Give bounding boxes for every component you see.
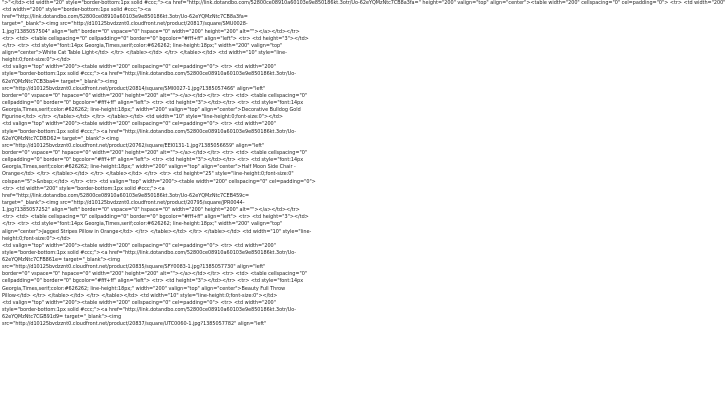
source-line: src="http://d10125bvdzznt0.cloudfront.net/product/20835/square/SFY0083-1.jpg?1385057730" align="left"	[2, 264, 266, 271]
source-line: src="http://d10125bvdzznt0.cloudfront.net/product/20762/square/EEI0131-1.jpg?1385056659" align="left"	[2, 142, 265, 149]
source-line: target="_blank"><img src="http://d10125bvdzznt0.cloudfront.net/product/20795/square/JPR0044-	[2, 199, 245, 206]
source-line: href="http://link.dotandbo.com/52800ce08910a60103e9e850186kt.3otr/Uo-62eYQMzNtc7CEB459c=	[2, 192, 250, 199]
source-line: ">"</td><td width="20" style="border-bottom:1px solid #ccc;"><a href="http://link.dotandbo.com/52800ce08910a60103e9e850186kt.3otr/Uo-62eYQMzNtc7CB8a3fa=" height="200" valign="top" align="center"><table width="200" cellspacing="0" cel=padding="0"> <tr> <td width="200"	[2, 0, 725, 6]
source-line: <td valign="top" width="200"><table width="200" cellspacing="0" cel=padding="0"> <tr> <td width="200"	[2, 121, 276, 128]
source-line: </tr> <tr> <td style="font:14px Georgia,Times,serif;color:#626262; line-height:18px;" width="200" valign="top"	[2, 221, 283, 228]
source-line: <tr> <td> <table cellspacing="0" cellpadding="0" border="0" bgcolor="#fff+ff" align="left"> <tr> <td height="3"></td>	[2, 35, 309, 42]
source-line: height:0;font-size:0"></td>	[2, 57, 71, 64]
source-line: Orange</td> </tr> </table></td> </tr> </table></td> </tr> <tr> <td height="25" style="line-height:0;font-size:0"	[2, 171, 294, 178]
source-line: align="center">Jagged Stripes Pillow in Orange</td> </tr> </table></td> </tr> </table></td> <td width="10" style="line-	[2, 228, 312, 235]
source-line: href="http://link.dotandbo.com/52800ce08910a60103e9e850186kt.3otr/Uo-62eYQMzNtc7CB8a3fa=	[2, 14, 248, 21]
source-line: Pillow</td> </tr> </table></td> </tr> </table></td> <td width="10" style="line-height:0;font-size:0"></td>	[2, 292, 278, 299]
source-line: 62eYQMzNtc7CGB91d9= target="_blank"><img	[2, 314, 122, 321]
source-line: 62eYQMzNtc7CDBD62= target="_blank"><img	[2, 135, 119, 142]
source-line: cellpadding="0" border="0" bgcolor="#fff+ff" align="left"> <tr> <td height="3"></td></tr> <tr> <td style="font:14px	[2, 278, 304, 285]
source-line: <tr> <td> <table cellspacing="0" cellpadding="0" border="0" bgcolor="#fff+ff" align="left"> <tr> <td height="3"></td>	[2, 214, 309, 221]
source-line: height:0;font-size:0"></td>	[2, 235, 71, 242]
source-line: src="http://d10125bvdzznt0.cloudfront.net/product/20837/square/UTC0060-1.jpg?1385057782" align="left"	[2, 321, 267, 328]
source-line: border="0" vspace="0" hspace="0" width="200" height="200" alt=""></a></td></tr> <tr> <td> <table cellspacing="0"	[2, 149, 308, 156]
source-line: border="0" vspace="0" hspace="0" width="200" height="200" alt=""></a></td></tr> <tr> <td> <table cellspacing="0"	[2, 92, 308, 99]
source-line: <td width="200" style="border-bottom:1px solid #ccc;"><a	[2, 7, 151, 14]
source-line: border="0" vspace="0" hspace="0" width="200" height="200" alt=""></a></td></tr> <tr> <td> <table cellspacing="0"	[2, 271, 308, 278]
source-line: cellpadding="0" border="0" bgcolor="#fff+ff" align="left"> <tr> <td height="3"></td></tr> <tr> <td style="font:14px	[2, 157, 304, 164]
source-line: <td valign="top" width="200"><table width="200" cellspacing="0" cel=padding="0"> <tr> <td width="200"	[2, 64, 276, 71]
source-line: Figurine</td> </tr> </table></td> </tr> </table></td> <td width="10" style="line-height:0;font-size:0"></td>	[2, 114, 283, 121]
source-line: align="center">White Cat Table Light</td> </tr> </table></td> </tr> </table></td> <td width="10" style="line-	[2, 49, 287, 56]
source-line: 62eYQMzNtc7CFB861e= target="_blank"><img	[2, 257, 121, 264]
source-line: style="border-bottom:1px solid #ccc;"><a href="http://link.dotandbo.com/52800ce08910a60103e9e850186kt.3otr/Uo-	[2, 249, 297, 256]
source-line: </tr> <tr> <td style="font:14px Georgia,Times,serif;color:#626262; line-height:18px;" width="200" valign="top"	[2, 42, 283, 49]
source-line: Georgia,Times,serif;color:#626262; line-height:18px;" width="200" valign="top" align="center">Decorative Bulldog Gold	[2, 107, 301, 114]
source-line: <td valign="top" width="200"><table width="200" cellspacing="0" cel=padding="0"> <tr> <td width="200"	[2, 299, 276, 306]
source-line: style="border-bottom:1px solid #ccc;"><a href="http://link.dotandbo.com/52800ce08910a60103e9e850186kt.3otr/Uo-	[2, 307, 297, 314]
source-line: style="border-bottom:1px solid #ccc;"><a href="http://link.dotandbo.com/52800ce08910a60103e9e850186kt.3otr/Uo-	[2, 128, 297, 135]
source-line: <tr> <td width="200" style="border-bottom:1px solid #ccc;"><a	[2, 185, 165, 192]
source-line: src="http://d10125bvdzznt0.cloudfront.net/product/20814/square/SMI0027-1.jpg?1385057466" align="left"	[2, 85, 266, 92]
source-line: style="border-bottom:1px solid #ccc;"><a href="http://link.dotandbo.com/52800ce08910a60103e9e850186kt.3otr/Uo-	[2, 71, 297, 78]
source-line: 1.jpg?1385057252" align="left" border="0" vspace="0" hspace="0" width="200" height="200" alt=""></a></td></tr>	[2, 207, 300, 214]
source-line: 62eYQMzNtc7CB3ba4= target="_blank"><img	[2, 78, 118, 85]
source-line: target="_blank"><img src="http://d10125bvdzznt0.cloudfront.net/product/20817/square/SMU0028-	[2, 21, 248, 28]
source-line: colspan="5">&nbsp;</td> </tr> <tr> <td valign="top" width="200"><table width="200" cellspacing="0" cel=padding="0">	[2, 178, 316, 185]
source-line: 1.jpg?1385057504" align="left" border="0" vspace="0" hspace="0" width="200" height="200" alt=""></a></td></tr>	[2, 28, 300, 35]
source-line: Georgia,Times,serif;color:#626262; line-height:18px;" width="200" valign="top" align="center">Beauty Full Throw	[2, 285, 286, 292]
source-line: <td valign="top" width="200"><table width="200" cellspacing="0" cel=padding="0"> <tr> <td width="200"	[2, 242, 276, 249]
source-line: cellpadding="0" border="0" bgcolor="#fff+ff" align="left"> <tr> <td height="3"></td></tr> <tr> <td style="font:14px	[2, 99, 304, 106]
source-line: Georgia,Times,serif;color:#626262; line-height:18px;" width="200" valign="top" align="center">Half Moon Side Chair -	[2, 164, 296, 171]
